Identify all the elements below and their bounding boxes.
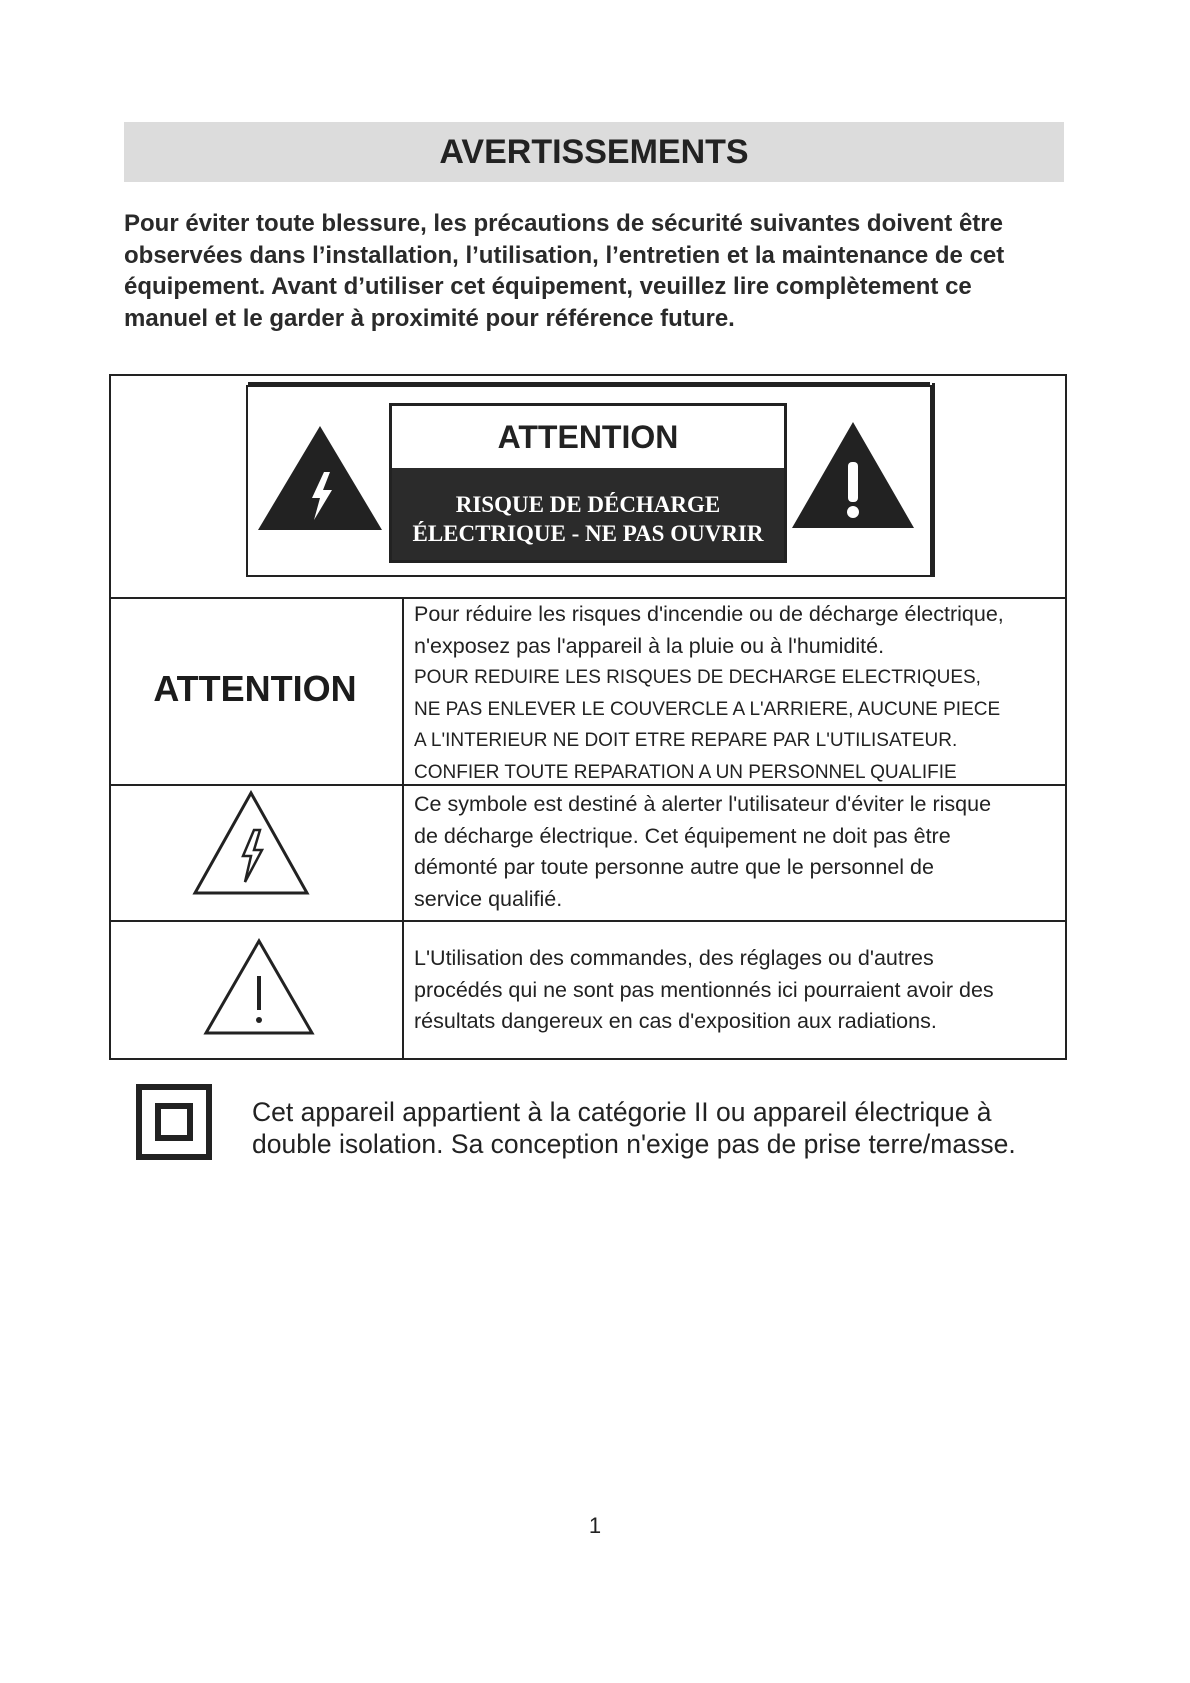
text-line-caps: POUR REDUIRE LES RISQUES DE DECHARGE ELECTRIQUES,: [414, 667, 981, 688]
text-line: démonté par toute personne autre que le personnel de: [414, 855, 934, 879]
shock-symbol-text: [414, 789, 991, 915]
intro-paragraph: [124, 208, 1084, 334]
shock-risk-line: ÉLECTRIQUE - NE PAS OUVRIR: [412, 521, 764, 546]
exclamation-outline-icon: [203, 938, 315, 1036]
page-number: 1: [588, 1513, 602, 1538]
attention-row-text: [414, 599, 1004, 788]
intro-line: équipement. Avant d’utiliser cet équipement, veuillez lire complètement ce: [124, 273, 972, 300]
text-line: Cet appareil appartient à la catégorie II ou appareil électrique à: [252, 1097, 992, 1127]
table-column-divider: [402, 597, 404, 1060]
lightning-outline-icon: [192, 790, 310, 896]
text-line: n'exposez pas l'appareil à la pluie ou à l'humidité.: [414, 633, 885, 658]
text-line: double isolation. Sa conception n'exige pas de prise terre/masse.: [252, 1129, 1016, 1159]
class2-text: [252, 1096, 1016, 1160]
attention-label-panel: [389, 403, 787, 563]
attention-row-label: ATTENTION: [153, 668, 357, 709]
text-line: procédés qui ne sont pas mentionnés ici pourraient avoir des: [414, 977, 994, 1002]
table-divider: [111, 920, 1065, 922]
text-line-caps: A L'INTERIEUR NE DOIT ETRE REPARE PAR L'UTILISATEUR.: [414, 730, 958, 751]
text-line: service qualifié.: [414, 886, 563, 911]
intro-line: Pour éviter toute blessure, les précautions de sécurité suivantes doivent être: [124, 210, 1003, 237]
radiation-warning-text: [414, 943, 994, 1038]
lightning-warning-icon: [256, 424, 384, 532]
text-line: de décharge électrique. Cet équipement ne doit pas être: [414, 823, 951, 848]
shock-risk-banner: [392, 468, 784, 560]
attention-label-heading: ATTENTION: [497, 419, 679, 455]
text-line: résultats dangereux en cas d'exposition aux radiations.: [414, 1009, 937, 1033]
exclamation-warning-icon: [790, 420, 916, 530]
text-line-caps: CONFIER TOUTE REPARATION A UN PERSONNEL QUALIFIE: [414, 761, 957, 783]
page-title: AVERTISSEMENTS: [124, 122, 1064, 182]
intro-line: manuel et le garder à proximité pour référence future.: [124, 304, 735, 332]
text-line-caps: NE PAS ENLEVER LE COUVERCLE A L'ARRIERE, AUCUNE PIECE: [414, 698, 1001, 720]
intro-line: observées dans l’installation, l’utilisation, l’entretien et la maintenance de cet: [124, 241, 1005, 269]
text-line: Pour réduire les risques d'incendie ou de décharge électrique,: [414, 602, 1004, 626]
text-line: Ce symbole est destiné à alerter l'utilisateur d'éviter le risque: [414, 792, 992, 816]
shock-risk-line: RISQUE DE DÉCHARGE: [455, 492, 721, 517]
double-insulation-icon: [136, 1084, 212, 1160]
text-line: L'Utilisation des commandes, des réglages ou d'autres: [414, 946, 934, 970]
